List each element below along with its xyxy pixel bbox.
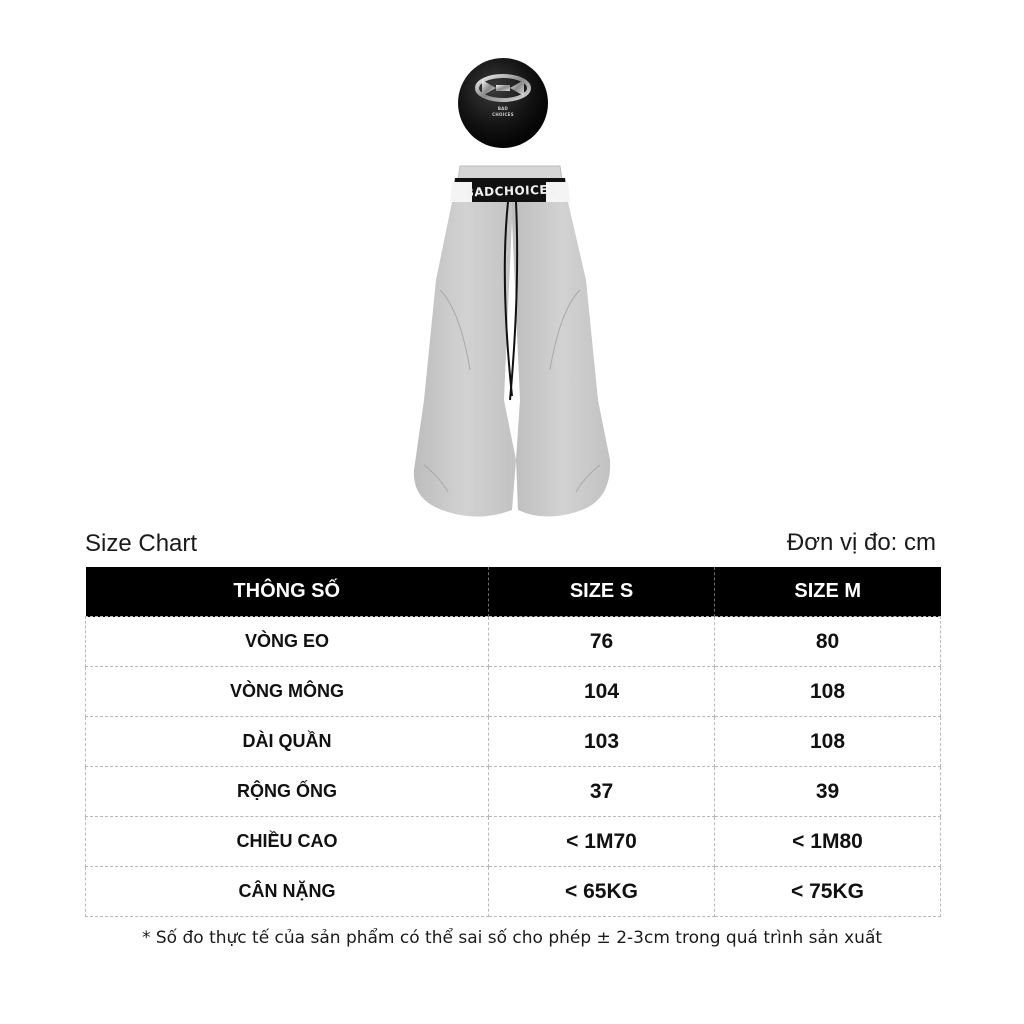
logo-text-line2: CHOICES [492,112,514,117]
header-size-s: SIZE S [489,567,715,617]
table-row [86,767,941,817]
row-label: RỘNG ỐNG [86,767,489,817]
size-s-value: 76 [489,617,715,667]
size-m-value: 39 [715,767,941,817]
logo-text-line1: BAD [497,106,509,111]
table-row [86,817,941,867]
waistband-brand-text: BADCHOICES [464,182,558,200]
size-s-value: 37 [489,767,715,817]
header-spec: THÔNG SỐ [86,567,489,617]
table-row [86,667,941,717]
size-m-value: < 75KG [715,867,941,917]
row-label: DÀI QUẦN [86,717,489,767]
logo-badge-icon [458,58,548,148]
brand-logo [458,58,548,148]
row-label: CHIỀU CAO [86,817,489,867]
sweatpants-icon [400,160,624,524]
size-m-value: 80 [715,617,941,667]
measurement-footnote: * Số đo thực tế của sản phẩm có thể sai số cho phép ± 2-3cm trong quá trình sản xuất [141,928,883,948]
table-row [86,617,941,667]
header-size-m: SIZE M [715,567,941,617]
size-s-value: 104 [489,667,715,717]
table-row [86,867,941,917]
size-s-value: < 1M70 [489,817,715,867]
product-image [400,160,624,524]
row-label: VÒNG EO [86,617,489,667]
size-chart-title: Size Chart [85,530,198,557]
size-s-value: 103 [489,717,715,767]
table-row [86,717,941,767]
row-label: CÂN NẶNG [86,867,489,917]
size-m-value: 108 [715,717,941,767]
unit-label: Đơn vị đo: cm [786,529,936,556]
size-s-value: < 65KG [489,867,715,917]
size-m-value: 108 [715,667,941,717]
size-m-value: < 1M80 [715,817,941,867]
size-table [85,567,941,917]
table-header-row [86,567,941,617]
row-label: VÒNG MÔNG [86,667,489,717]
